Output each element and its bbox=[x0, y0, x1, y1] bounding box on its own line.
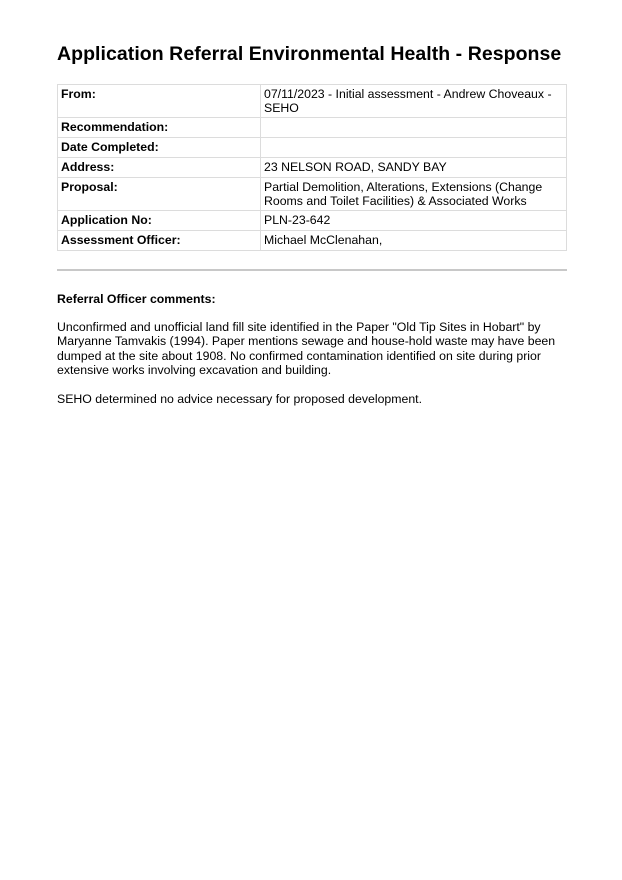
table-row-recommendation bbox=[58, 118, 567, 138]
comments-heading: Referral Officer comments: bbox=[57, 292, 216, 306]
date-completed-label: Date Completed: bbox=[58, 138, 261, 158]
referral-details-table bbox=[57, 84, 567, 251]
table-row-address bbox=[58, 158, 567, 178]
section-divider bbox=[57, 269, 567, 271]
from-label: From: bbox=[58, 85, 261, 118]
recommendation-label: Recommendation: bbox=[58, 118, 261, 138]
assessment-officer-value: Michael McClenahan, bbox=[261, 231, 567, 251]
table-row-application-no bbox=[58, 211, 567, 231]
assessment-officer-label: Assessment Officer: bbox=[58, 231, 261, 251]
date-completed-value bbox=[261, 138, 567, 158]
document-title: Application Referral Environmental Health - Response bbox=[57, 43, 562, 65]
comments-body bbox=[57, 320, 567, 421]
table-row-from bbox=[58, 85, 567, 118]
address-value: 23 NELSON ROAD, SANDY BAY bbox=[261, 158, 567, 178]
comment-paragraph: SEHO determined no advice necessary for proposed development. bbox=[57, 392, 423, 407]
application-no-value: PLN-23-642 bbox=[261, 211, 567, 231]
table-row-date-completed bbox=[58, 138, 567, 158]
recommendation-value bbox=[261, 118, 567, 138]
from-value: 07/11/2023 - Initial assessment - Andrew Choveaux - SEHO bbox=[261, 85, 567, 118]
address-label: Address: bbox=[58, 158, 261, 178]
application-no-label: Application No: bbox=[58, 211, 261, 231]
table-row-assessment-officer bbox=[58, 231, 567, 251]
proposal-value: Partial Demolition, Alterations, Extensions (Change Rooms and Toilet Facilities) & Associated Works bbox=[261, 178, 567, 211]
comment-paragraph: Unconfirmed and unofficial land fill site identified in the Paper "Old Tip Sites in Hobart" by Maryanne Tamvakis (1994). Paper mentions sewage and house-hold waste may have been dumped at the site about 1908. No confirmed contamination identified on site during prior extensive works involving excavation and building. bbox=[57, 320, 556, 378]
proposal-label: Proposal: bbox=[58, 178, 261, 211]
table-row-proposal bbox=[58, 178, 567, 211]
